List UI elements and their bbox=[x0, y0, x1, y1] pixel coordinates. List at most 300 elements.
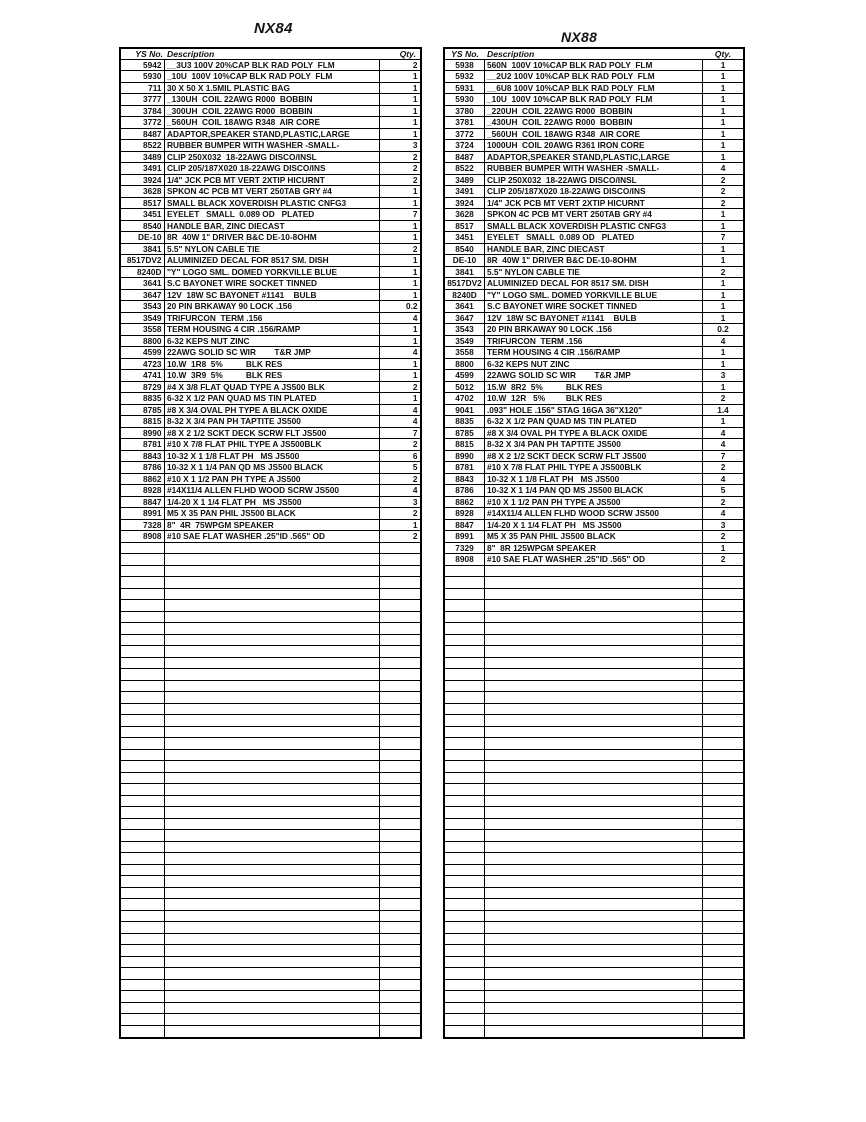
empty-table-row bbox=[121, 715, 420, 727]
empty-table-row bbox=[121, 1026, 420, 1038]
description-cell: S.C BAYONET WIRE SOCKET TINNED bbox=[485, 301, 703, 312]
ys-no-cell bbox=[445, 704, 485, 715]
description-cell bbox=[485, 888, 703, 899]
empty-table-row bbox=[445, 727, 743, 739]
qty-cell bbox=[380, 761, 420, 772]
qty-cell: 0.2 bbox=[717, 324, 729, 334]
description-cell: 10.W 12R 5% BLK RES bbox=[485, 393, 703, 404]
table-row bbox=[445, 106, 743, 118]
table-row bbox=[121, 278, 420, 290]
ys-no-cell bbox=[121, 738, 165, 749]
qty-cell bbox=[380, 865, 420, 876]
qty-cell bbox=[703, 681, 743, 692]
table-row bbox=[121, 393, 420, 405]
description-cell: 22AWG SOLID SC WIR T&R JMP bbox=[485, 370, 703, 381]
ys-no-cell bbox=[445, 957, 485, 968]
description-cell bbox=[485, 1003, 703, 1014]
qty-cell: 1 bbox=[720, 381, 726, 392]
table-row bbox=[121, 244, 420, 256]
qty-cell bbox=[380, 934, 420, 945]
ys-no-cell bbox=[121, 991, 165, 1002]
header-description: Description bbox=[167, 48, 215, 59]
description-cell: 20 PIN BRKAWAY 90 LOCK .156 bbox=[485, 324, 703, 335]
table-row bbox=[445, 485, 743, 497]
qty-cell: 1 bbox=[720, 94, 726, 104]
ys-no-cell bbox=[445, 784, 485, 795]
ys-no-cell: 3489 bbox=[445, 175, 485, 186]
description-cell bbox=[485, 842, 703, 853]
qty-cell: 1 bbox=[412, 186, 418, 196]
description-cell: 1/4" JCK PCB MT VERT 2XTIP HICURNT bbox=[165, 175, 380, 186]
table-row bbox=[445, 554, 743, 566]
description-cell: _130UH COIL 22AWG R000 BOBBIN bbox=[165, 94, 380, 105]
qty-cell: 4 bbox=[412, 416, 418, 426]
description-cell: SPKON 4C PCB MT VERT 250TAB GRY #4 bbox=[485, 209, 703, 220]
qty-cell bbox=[380, 957, 420, 968]
empty-table-row bbox=[121, 830, 420, 842]
ys-no-cell bbox=[445, 669, 485, 680]
qty-cell bbox=[380, 968, 420, 979]
description-cell: SPKON 4C PCB MT VERT 250TAB GRY #4 bbox=[165, 186, 380, 197]
qty-cell bbox=[703, 715, 743, 726]
table-row bbox=[121, 255, 420, 267]
ys-no-cell bbox=[445, 899, 485, 910]
qty-cell: 7 bbox=[412, 209, 418, 219]
description-cell: 10.W 1R8 5% BLK RES bbox=[165, 359, 380, 370]
table-row bbox=[121, 152, 420, 164]
description-cell bbox=[485, 796, 703, 807]
qty-cell bbox=[380, 980, 420, 991]
ys-no-cell bbox=[445, 796, 485, 807]
qty-cell: 1 bbox=[412, 197, 418, 208]
description-cell: M5 X 35 PAN PHIL JS500 BLACK bbox=[165, 508, 380, 519]
ys-no-cell: DE-10 bbox=[445, 255, 485, 266]
empty-table-row bbox=[445, 600, 743, 612]
ys-no-cell: 3489 bbox=[121, 152, 165, 163]
qty-cell bbox=[703, 807, 743, 818]
description-cell: 10.W 3R9 5% BLK RES bbox=[165, 370, 380, 381]
table-row bbox=[445, 393, 743, 405]
description-cell bbox=[165, 566, 380, 577]
empty-table-row bbox=[445, 577, 743, 589]
table-row bbox=[445, 462, 743, 474]
table-row bbox=[445, 152, 743, 164]
ys-no-cell: 8540 bbox=[445, 244, 485, 255]
empty-table-row bbox=[121, 669, 420, 681]
table-row bbox=[121, 301, 420, 313]
ys-no-cell: 8522 bbox=[445, 163, 485, 174]
table-row bbox=[445, 474, 743, 486]
qty-cell: 1 bbox=[412, 289, 418, 300]
ys-no-cell: 8517 bbox=[121, 198, 165, 209]
table-row bbox=[121, 60, 420, 72]
qty-cell bbox=[380, 784, 420, 795]
qty-cell bbox=[703, 980, 743, 991]
description-cell bbox=[485, 934, 703, 945]
empty-table-row bbox=[121, 589, 420, 601]
empty-table-row bbox=[121, 704, 420, 716]
qty-cell bbox=[380, 623, 420, 634]
table-row bbox=[445, 347, 743, 359]
ys-no-cell: 5930 bbox=[121, 71, 165, 82]
empty-table-row bbox=[445, 1026, 743, 1038]
ys-no-cell: 8540 bbox=[121, 221, 165, 232]
description-cell bbox=[485, 658, 703, 669]
qty-cell: 4 bbox=[720, 439, 726, 449]
qty-cell: 2 bbox=[720, 496, 726, 507]
qty-cell: 1 bbox=[720, 82, 726, 93]
qty-cell bbox=[380, 738, 420, 749]
ys-no-cell: 3543 bbox=[445, 324, 485, 335]
qty-cell: 1 bbox=[720, 542, 726, 553]
description-cell: __2U2 100V 10%CAP BLK RAD POLY FLM bbox=[485, 71, 703, 82]
ys-no-cell: 8487 bbox=[445, 152, 485, 163]
ys-no-cell: 8517 bbox=[445, 221, 485, 232]
ys-no-cell bbox=[121, 669, 165, 680]
description-cell: #8 X 3/4 OVAL PH TYPE A BLACK OXIDE bbox=[165, 405, 380, 416]
table-row bbox=[121, 520, 420, 532]
description-cell bbox=[485, 1014, 703, 1025]
qty-cell: 7 bbox=[720, 450, 726, 461]
qty-cell bbox=[703, 773, 743, 784]
ys-no-cell: 5012 bbox=[445, 382, 485, 393]
description-cell: "Y" LOGO SML. DOMED YORKVILLE BLUE bbox=[485, 290, 703, 301]
table-row bbox=[445, 382, 743, 394]
description-cell: 1/4-20 X 1 1/4 FLAT PH MS JS500 bbox=[485, 520, 703, 531]
page-title-nx84: NX84 bbox=[254, 20, 293, 37]
description-cell: SMALL BLACK XOVERDISH PLASTIC CNFG3 bbox=[165, 198, 380, 209]
description-cell: 5.5" NYLON CABLE TIE bbox=[485, 267, 703, 278]
description-cell: _300UH COIL 22AWG R000 BOBBIN bbox=[165, 106, 380, 117]
table-row bbox=[121, 531, 420, 543]
table-row bbox=[121, 83, 420, 95]
ys-no-cell: 3777 bbox=[121, 94, 165, 105]
table-row bbox=[445, 244, 743, 256]
description-cell: 6-32 X 1/2 PAN QUAD MS TIN PLATED bbox=[485, 416, 703, 427]
ys-no-cell bbox=[121, 957, 165, 968]
ys-no-cell bbox=[121, 646, 165, 657]
qty-cell: 2 bbox=[720, 393, 726, 403]
ys-no-cell bbox=[121, 566, 165, 577]
ys-no-cell bbox=[121, 842, 165, 853]
qty-cell: 1 bbox=[720, 105, 726, 116]
qty-cell bbox=[703, 623, 743, 634]
description-cell bbox=[165, 796, 380, 807]
qty-cell bbox=[380, 911, 420, 922]
ys-no-cell bbox=[121, 899, 165, 910]
qty-cell bbox=[380, 577, 420, 588]
ys-no-cell: 4723 bbox=[121, 359, 165, 370]
table-row bbox=[445, 267, 743, 279]
ys-no-cell bbox=[445, 922, 485, 933]
ys-no-cell bbox=[121, 658, 165, 669]
ys-no-cell bbox=[121, 554, 165, 565]
ys-no-cell: 3451 bbox=[121, 209, 165, 220]
description-cell: #10 SAE FLAT WASHER .25"ID .565" OD bbox=[165, 531, 380, 542]
ys-no-cell: 3628 bbox=[121, 186, 165, 197]
qty-cell bbox=[703, 796, 743, 807]
qty-cell: 2 bbox=[412, 531, 418, 541]
empty-table-row bbox=[121, 968, 420, 980]
table-row bbox=[445, 336, 743, 348]
empty-table-row bbox=[445, 842, 743, 854]
ys-no-cell bbox=[121, 1014, 165, 1025]
qty-cell bbox=[380, 888, 420, 899]
table-row bbox=[121, 267, 420, 279]
ys-no-cell bbox=[121, 750, 165, 761]
ys-no-cell bbox=[445, 600, 485, 611]
qty-cell bbox=[703, 968, 743, 979]
qty-cell: 4 bbox=[412, 485, 418, 495]
qty-cell bbox=[703, 842, 743, 853]
description-cell bbox=[165, 715, 380, 726]
qty-cell: 1 bbox=[412, 324, 418, 334]
qty-cell bbox=[703, 865, 743, 876]
description-cell bbox=[165, 681, 380, 692]
empty-table-row bbox=[445, 888, 743, 900]
qty-cell: 1 bbox=[720, 140, 726, 150]
ys-no-cell bbox=[445, 876, 485, 887]
qty-cell: 1 bbox=[720, 243, 726, 254]
ys-no-cell: 8908 bbox=[445, 554, 485, 565]
description-cell: 10-32 X 1 1/8 FLAT PH MS JS500 bbox=[165, 451, 380, 462]
empty-table-row bbox=[121, 635, 420, 647]
nx84-table-body bbox=[121, 60, 420, 1038]
table-header-row bbox=[445, 49, 743, 60]
description-cell bbox=[165, 623, 380, 634]
description-cell bbox=[485, 819, 703, 830]
table-row bbox=[445, 508, 743, 520]
ys-no-cell bbox=[445, 715, 485, 726]
qty-cell bbox=[380, 773, 420, 784]
ys-no-cell bbox=[121, 865, 165, 876]
empty-table-row bbox=[121, 807, 420, 819]
table-row bbox=[445, 163, 743, 175]
description-cell bbox=[485, 600, 703, 611]
nx88-parts-table bbox=[443, 47, 745, 1039]
empty-table-row bbox=[121, 1003, 420, 1015]
description-cell bbox=[485, 692, 703, 703]
description-cell bbox=[165, 727, 380, 738]
qty-cell bbox=[380, 554, 420, 565]
empty-table-row bbox=[445, 704, 743, 716]
ys-no-cell bbox=[121, 853, 165, 864]
empty-table-row bbox=[445, 612, 743, 624]
ys-no-cell bbox=[121, 1003, 165, 1014]
table-row bbox=[445, 209, 743, 221]
ys-no-cell: 8815 bbox=[445, 439, 485, 450]
table-row bbox=[445, 232, 743, 244]
empty-table-row bbox=[121, 738, 420, 750]
description-cell bbox=[485, 830, 703, 841]
table-row bbox=[445, 198, 743, 210]
description-cell: TRIFURCON TERM .156 bbox=[165, 313, 380, 324]
description-cell: #8 X 3/4 OVAL PH TYPE A BLACK OXIDE bbox=[485, 428, 703, 439]
description-cell bbox=[165, 704, 380, 715]
qty-cell: 2 bbox=[412, 151, 418, 162]
qty-cell bbox=[703, 704, 743, 715]
qty-cell bbox=[703, 1014, 743, 1025]
empty-table-row bbox=[445, 681, 743, 693]
qty-cell: 4 bbox=[412, 347, 418, 357]
qty-cell bbox=[380, 842, 420, 853]
ys-no-cell: 8786 bbox=[121, 462, 165, 473]
description-cell bbox=[485, 853, 703, 864]
description-cell: #4 X 3/8 FLAT QUAD TYPE A JS500 BLK bbox=[165, 382, 380, 393]
ys-no-cell: 3780 bbox=[445, 106, 485, 117]
ys-no-cell: 5932 bbox=[445, 71, 485, 82]
ys-no-cell: 5931 bbox=[445, 83, 485, 94]
qty-cell: 1 bbox=[412, 232, 418, 242]
empty-table-row bbox=[445, 635, 743, 647]
qty-cell: 0.2 bbox=[405, 301, 418, 311]
description-cell bbox=[165, 968, 380, 979]
ys-no-cell: 5930 bbox=[445, 94, 485, 105]
ys-no-cell bbox=[445, 692, 485, 703]
empty-table-row bbox=[445, 807, 743, 819]
empty-table-row bbox=[445, 796, 743, 808]
qty-cell: 2 bbox=[720, 266, 726, 277]
ys-no-cell bbox=[445, 830, 485, 841]
description-cell: RUBBER BUMPER WITH WASHER -SMALL- bbox=[485, 163, 703, 174]
ys-no-cell: 3549 bbox=[445, 336, 485, 347]
qty-cell bbox=[380, 945, 420, 956]
table-row bbox=[445, 428, 743, 440]
ys-no-cell: 8991 bbox=[445, 531, 485, 542]
qty-cell bbox=[703, 669, 743, 680]
ys-no-cell bbox=[445, 1003, 485, 1014]
empty-table-row bbox=[445, 945, 743, 957]
ys-no-cell bbox=[121, 727, 165, 738]
qty-cell bbox=[703, 957, 743, 968]
description-cell bbox=[165, 543, 380, 554]
ys-no-cell: 8781 bbox=[445, 462, 485, 473]
empty-table-row bbox=[121, 761, 420, 773]
qty-cell: 5 bbox=[412, 462, 418, 472]
qty-cell bbox=[380, 1026, 420, 1038]
qty-cell: 1 bbox=[720, 358, 726, 369]
description-cell bbox=[165, 589, 380, 600]
qty-cell: 1 bbox=[720, 416, 726, 426]
ys-no-cell: 3558 bbox=[445, 347, 485, 358]
qty-cell: 2 bbox=[720, 186, 726, 196]
description-cell bbox=[165, 934, 380, 945]
empty-table-row bbox=[445, 934, 743, 946]
qty-cell bbox=[703, 750, 743, 761]
ys-no-cell: DE-10 bbox=[121, 232, 165, 243]
description-cell bbox=[165, 991, 380, 1002]
description-cell: 12V 18W SC BAYONET #1141 BULB bbox=[485, 313, 703, 324]
ys-no-cell bbox=[445, 635, 485, 646]
qty-cell: 1 bbox=[412, 393, 418, 403]
description-cell bbox=[485, 681, 703, 692]
empty-table-row bbox=[121, 1014, 420, 1026]
table-row bbox=[445, 94, 743, 106]
qty-cell bbox=[380, 704, 420, 715]
description-cell: 6-32 KEPS NUT ZINC bbox=[165, 336, 380, 347]
ys-no-cell: 8522 bbox=[121, 140, 165, 151]
qty-cell: 2 bbox=[412, 473, 418, 484]
table-row bbox=[445, 451, 743, 463]
qty-cell: 4 bbox=[412, 312, 418, 323]
description-cell: 8" 4R 75WPGM SPEAKER bbox=[165, 520, 380, 531]
qty-cell bbox=[703, 738, 743, 749]
qty-cell bbox=[380, 830, 420, 841]
table-row bbox=[445, 60, 743, 72]
description-cell bbox=[485, 566, 703, 577]
description-cell: #8 X 2 1/2 SCKT DECK SCRW FLT JS500 bbox=[485, 451, 703, 462]
ys-no-cell: 9041 bbox=[445, 405, 485, 416]
description-cell: ADAPTOR,SPEAKER STAND,PLASTIC,LARGE bbox=[165, 129, 380, 140]
ys-no-cell: 4599 bbox=[121, 347, 165, 358]
ys-no-cell bbox=[445, 807, 485, 818]
ys-no-cell: 7328 bbox=[121, 520, 165, 531]
description-cell bbox=[165, 945, 380, 956]
description-cell: #10 X 1 1/2 PAN PH TYPE A JS500 bbox=[165, 474, 380, 485]
empty-table-row bbox=[445, 773, 743, 785]
ys-no-cell: 3549 bbox=[121, 313, 165, 324]
description-cell bbox=[165, 692, 380, 703]
empty-table-row bbox=[445, 911, 743, 923]
ys-no-cell: 8800 bbox=[121, 336, 165, 347]
qty-cell: 3 bbox=[412, 496, 418, 507]
ys-no-cell bbox=[445, 681, 485, 692]
header-description: Description bbox=[487, 48, 535, 59]
description-cell bbox=[165, 635, 380, 646]
table-row bbox=[121, 370, 420, 382]
description-cell: CLIP 205/187X020 18-22AWG DISCO/INS bbox=[165, 163, 380, 174]
ys-no-cell bbox=[121, 623, 165, 634]
description-cell bbox=[485, 646, 703, 657]
description-cell: _10U 100V 10%CAP BLK RAD POLY FLM bbox=[165, 71, 380, 82]
ys-no-cell bbox=[121, 704, 165, 715]
qty-cell bbox=[380, 727, 420, 738]
ys-no-cell: 8908 bbox=[121, 531, 165, 542]
empty-table-row bbox=[121, 600, 420, 612]
table-row bbox=[121, 416, 420, 428]
qty-cell bbox=[380, 669, 420, 680]
description-cell bbox=[165, 911, 380, 922]
description-cell: 8-32 X 3/4 PAN PH TAPTITE JS500 bbox=[485, 439, 703, 450]
description-cell bbox=[485, 911, 703, 922]
qty-cell bbox=[380, 681, 420, 692]
ys-no-cell: 3724 bbox=[445, 140, 485, 151]
description-cell bbox=[165, 738, 380, 749]
empty-table-row bbox=[445, 876, 743, 888]
description-cell: 5.5" NYLON CABLE TIE bbox=[165, 244, 380, 255]
description-cell: __6U8 100V 10%CAP BLK RAD POLY FLM bbox=[485, 83, 703, 94]
table-row bbox=[121, 198, 420, 210]
ys-no-cell bbox=[445, 727, 485, 738]
qty-cell bbox=[703, 830, 743, 841]
ys-no-cell bbox=[121, 911, 165, 922]
qty-cell bbox=[703, 784, 743, 795]
qty-cell bbox=[380, 566, 420, 577]
table-row bbox=[121, 359, 420, 371]
description-cell: 10-32 X 1 1/8 FLAT PH MS JS500 bbox=[485, 474, 703, 485]
empty-table-row bbox=[121, 773, 420, 785]
empty-table-row bbox=[121, 750, 420, 762]
description-cell bbox=[165, 876, 380, 887]
description-cell: 8R 40W 1" DRIVER B&C DE-10-8OHM bbox=[485, 255, 703, 266]
description-cell: 10-32 X 1 1/4 PAN QD MS JS500 BLACK bbox=[165, 462, 380, 473]
empty-table-row bbox=[121, 842, 420, 854]
ys-no-cell: 8928 bbox=[121, 485, 165, 496]
ys-no-cell: 3841 bbox=[121, 244, 165, 255]
empty-table-row bbox=[121, 819, 420, 831]
table-row bbox=[445, 520, 743, 532]
qty-cell: 1 bbox=[720, 209, 726, 219]
